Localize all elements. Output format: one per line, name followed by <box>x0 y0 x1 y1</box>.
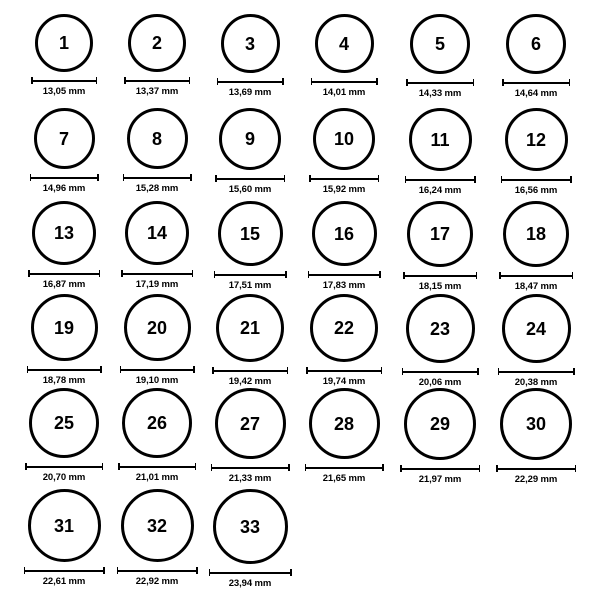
ring-size-number: 31 <box>53 515 75 536</box>
dimension-cap-right <box>100 366 102 373</box>
ring-size-number: 28 <box>333 413 355 434</box>
ring-size-cell <box>112 489 202 587</box>
diameter-label: 19,74 mm <box>322 376 366 387</box>
diameter-label: 18,15 mm <box>418 281 462 292</box>
ring-size-number: 21 <box>239 318 261 338</box>
dimension-line <box>308 274 381 276</box>
diameter-label: 23,94 mm <box>228 578 272 589</box>
ring-size-cell <box>19 201 109 290</box>
dimension-bar <box>306 367 382 374</box>
dimension-line <box>24 570 105 572</box>
ring-circle <box>500 388 572 460</box>
diameter-label: 20,06 mm <box>418 377 462 388</box>
dimension-cap-left <box>25 463 27 470</box>
dimension-bar <box>211 464 290 471</box>
ring-circle <box>122 388 192 458</box>
ring-size-cell <box>299 14 389 98</box>
dimension-bar <box>406 79 474 86</box>
ring-circle <box>506 14 566 74</box>
dimension-cap-right <box>572 272 574 279</box>
dimension-bar <box>501 176 572 183</box>
dimension-cap-left <box>305 464 307 471</box>
dimension-cap-left <box>306 367 308 374</box>
dimension-line <box>405 179 476 181</box>
ring-size-number: 18 <box>525 224 547 244</box>
dimension-cap-right <box>573 368 575 375</box>
ring-size-cell <box>112 108 202 194</box>
dimension-bar <box>27 366 102 373</box>
dimension-cap-left <box>406 79 408 86</box>
ring-size-cell <box>19 14 109 97</box>
diameter-label: 13,05 mm <box>42 86 86 97</box>
ring-size-cell <box>395 388 485 485</box>
ring-circle <box>127 108 188 169</box>
diameter-label: 15,60 mm <box>228 184 272 195</box>
dimension-cap-left <box>214 271 216 278</box>
ring-size-cell <box>491 294 581 388</box>
dimension-cap-right <box>381 367 383 374</box>
dimension-cap-right <box>575 465 577 472</box>
diameter-label: 14,64 mm <box>514 88 558 99</box>
dimension-cap-left <box>121 270 123 277</box>
dimension-line <box>499 275 573 277</box>
diameter-label: 19,10 mm <box>135 375 179 386</box>
ring-size-number: 24 <box>525 318 547 339</box>
dimension-cap-left <box>311 78 313 85</box>
diameter-label: 14,01 mm <box>322 87 366 98</box>
diameter-label: 16,56 mm <box>514 185 558 196</box>
ring-size-cell <box>395 294 485 388</box>
dimension-line <box>214 274 287 276</box>
ring-size-cell <box>491 388 581 485</box>
dimension-bar <box>25 463 103 470</box>
ring-circle <box>35 14 93 72</box>
dimension-cap-right <box>192 270 194 277</box>
dimension-bar <box>31 77 97 84</box>
dimension-cap-left <box>215 175 217 182</box>
dimension-bar <box>212 367 288 374</box>
dimension-cap-left <box>499 272 501 279</box>
dimension-bar <box>217 78 284 85</box>
dimension-cap-right <box>102 463 104 470</box>
dimension-bar <box>123 174 192 181</box>
dimension-bar <box>308 271 381 278</box>
diameter-label: 17,83 mm <box>322 280 366 291</box>
diameter-label: 21,33 mm <box>228 473 272 484</box>
dimension-bar <box>499 272 573 279</box>
dimension-line <box>217 81 284 83</box>
diameter-label: 21,01 mm <box>135 472 179 483</box>
dimension-bar <box>214 271 287 278</box>
dimension-bar <box>305 464 384 471</box>
ring-size-cell <box>299 388 389 484</box>
dimension-cap-right <box>479 465 481 472</box>
ring-circle <box>28 489 101 562</box>
dimension-cap-right <box>473 79 475 86</box>
ring-size-number: 25 <box>53 413 75 433</box>
ring-circle <box>218 201 283 266</box>
dimension-bar <box>496 465 576 472</box>
dimension-line <box>311 81 378 83</box>
dimension-line <box>27 369 102 371</box>
diameter-label: 17,51 mm <box>228 280 272 291</box>
dimension-cap-left <box>117 567 119 574</box>
ring-circle <box>409 108 472 171</box>
dimension-line <box>118 466 196 468</box>
dimension-cap-right <box>290 569 292 576</box>
diameter-label: 14,33 mm <box>418 88 462 99</box>
ring-circle <box>315 14 374 73</box>
ring-circle <box>213 489 288 564</box>
dimension-cap-right <box>376 78 378 85</box>
dimension-bar <box>28 270 100 277</box>
dimension-line <box>406 82 474 84</box>
ring-size-number: 19 <box>53 317 75 338</box>
ring-size-cell <box>299 201 389 291</box>
dimension-cap-left <box>498 368 500 375</box>
diameter-label: 20,38 mm <box>514 377 558 388</box>
dimension-bar <box>30 174 99 181</box>
ring-circle <box>502 294 571 363</box>
dimension-line <box>403 275 477 277</box>
dimension-cap-right <box>379 271 381 278</box>
dimension-bar <box>311 78 378 85</box>
diameter-label: 18,78 mm <box>42 375 86 386</box>
dimension-bar <box>400 465 480 472</box>
dimension-cap-right <box>103 567 105 574</box>
dimension-cap-left <box>24 567 26 574</box>
dimension-line <box>400 468 480 470</box>
ring-circle <box>216 294 284 362</box>
dimension-line <box>501 179 572 181</box>
ring-size-number: 23 <box>429 318 451 339</box>
diameter-label: 13,37 mm <box>135 86 179 97</box>
ring-size-cell <box>395 201 485 292</box>
ring-size-cell <box>491 14 581 99</box>
dimension-cap-left <box>124 77 126 84</box>
ring-size-cell <box>19 108 109 194</box>
ring-size-cell <box>19 388 109 483</box>
dimension-cap-right <box>378 175 380 182</box>
dimension-line <box>25 466 103 468</box>
dimension-cap-right <box>288 464 290 471</box>
dimension-cap-left <box>28 270 30 277</box>
ring-size-number: 1 <box>58 33 69 53</box>
ring-circle <box>29 388 99 458</box>
diameter-label: 14,96 mm <box>42 183 86 194</box>
ring-size-cell <box>395 14 485 99</box>
ring-size-cell <box>205 108 295 195</box>
ring-circle <box>121 489 194 562</box>
ring-size-number: 22 <box>333 318 355 338</box>
diameter-label: 16,87 mm <box>42 279 86 290</box>
ring-size-cell <box>112 201 202 290</box>
ring-size-cell <box>491 201 581 292</box>
ring-circle <box>312 201 377 266</box>
dimension-bar <box>403 272 477 279</box>
dimension-cap-right <box>195 463 197 470</box>
dimension-cap-left <box>501 176 503 183</box>
ring-size-cell <box>112 14 202 97</box>
ring-size-number: 16 <box>333 223 355 244</box>
ring-size-number: 14 <box>146 223 168 243</box>
dimension-cap-left <box>405 176 407 183</box>
dimension-cap-right <box>287 367 289 374</box>
ring-circle <box>31 294 98 361</box>
ring-size-number: 13 <box>53 223 75 243</box>
ring-size-number: 11 <box>430 129 450 150</box>
ring-size-cell <box>205 294 295 387</box>
dimension-line <box>124 80 190 82</box>
ring-size-number: 26 <box>146 413 168 433</box>
ring-circle <box>313 108 375 170</box>
ring-circle <box>407 201 473 267</box>
ring-size-cell <box>205 201 295 291</box>
ring-size-number: 12 <box>525 129 547 150</box>
ring-circle <box>125 201 189 265</box>
dimension-line <box>28 273 100 275</box>
dimension-cap-right <box>477 368 479 375</box>
dimension-cap-left <box>502 79 504 86</box>
diameter-label: 22,29 mm <box>514 474 558 485</box>
dimension-cap-left <box>212 367 214 374</box>
ring-circle <box>404 388 476 460</box>
ring-size-cell <box>205 489 295 589</box>
dimension-bar <box>124 77 190 84</box>
ring-size-number: 27 <box>239 413 261 434</box>
ring-circle <box>215 388 286 459</box>
diameter-label: 16,24 mm <box>418 185 462 196</box>
dimension-cap-left <box>123 174 125 181</box>
ring-size-number: 17 <box>429 224 451 244</box>
dimension-cap-right <box>99 270 101 277</box>
dimension-line <box>309 178 379 180</box>
dimension-bar <box>502 79 570 86</box>
dimension-cap-left <box>120 366 122 373</box>
ring-circle <box>505 108 568 171</box>
ring-size-number: 7 <box>58 128 69 149</box>
ring-size-cell <box>205 388 295 484</box>
dimension-cap-right <box>189 77 191 84</box>
diameter-label: 13,69 mm <box>228 87 272 98</box>
dimension-line <box>123 177 192 179</box>
dimension-bar <box>402 368 479 375</box>
dimension-line <box>498 371 575 373</box>
dimension-cap-left <box>217 78 219 85</box>
dimension-cap-right <box>190 174 192 181</box>
ring-size-number: 32 <box>146 515 168 536</box>
dimension-bar <box>498 368 575 375</box>
dimension-line <box>305 467 384 469</box>
diameter-label: 22,92 mm <box>135 576 179 587</box>
dimension-cap-left <box>309 175 311 182</box>
ring-circle <box>221 14 280 73</box>
ring-circle <box>406 294 475 363</box>
dimension-bar <box>118 463 196 470</box>
dimension-cap-left <box>308 271 310 278</box>
dimension-cap-right <box>96 77 98 84</box>
dimension-cap-left <box>402 368 404 375</box>
dimension-bar <box>209 569 292 576</box>
ring-circle <box>410 14 470 74</box>
dimension-line <box>121 273 193 275</box>
ring-size-number: 2 <box>151 33 162 53</box>
ring-size-number: 6 <box>530 34 541 54</box>
dimension-bar <box>120 366 195 373</box>
ring-size-cell <box>491 108 581 196</box>
dimension-line <box>211 467 290 469</box>
dimension-bar <box>215 175 285 182</box>
diameter-label: 22,61 mm <box>42 576 86 587</box>
ring-circle <box>34 108 95 169</box>
dimension-cap-right <box>97 174 99 181</box>
dimension-cap-right <box>474 176 476 183</box>
ring-size-number: 20 <box>146 317 168 338</box>
ring-circle <box>503 201 569 267</box>
dimension-cap-right <box>282 78 284 85</box>
dimension-cap-left <box>31 77 33 84</box>
dimension-cap-left <box>27 366 29 373</box>
diameter-label: 21,97 mm <box>418 474 462 485</box>
dimension-line <box>120 369 195 371</box>
ring-size-number: 33 <box>239 516 261 537</box>
dimension-cap-right <box>476 272 478 279</box>
dimension-cap-right <box>196 567 198 574</box>
diameter-label: 15,92 mm <box>322 184 366 195</box>
dimension-bar <box>309 175 379 182</box>
dimension-line <box>117 570 198 572</box>
ring-size-number: 29 <box>429 414 451 434</box>
dimension-line <box>31 80 97 82</box>
dimension-line <box>209 572 292 574</box>
ring-size-cell <box>395 108 485 196</box>
ring-size-number: 10 <box>333 129 355 149</box>
ring-circle <box>32 201 96 265</box>
dimension-cap-left <box>403 272 405 279</box>
ring-circle <box>310 294 378 362</box>
dimension-bar <box>121 270 193 277</box>
dimension-cap-right <box>284 175 286 182</box>
diameter-label: 17,19 mm <box>135 279 179 290</box>
dimension-cap-right <box>570 176 572 183</box>
dimension-bar <box>405 176 476 183</box>
ring-size-cell <box>19 489 109 587</box>
dimension-cap-right <box>285 271 287 278</box>
ring-circle <box>124 294 191 361</box>
dimension-line <box>30 177 99 179</box>
diameter-label: 19,42 mm <box>228 376 272 387</box>
ring-circle <box>128 14 186 72</box>
dimension-cap-left <box>400 465 402 472</box>
ring-size-number: 5 <box>434 34 445 54</box>
ring-size-number: 3 <box>244 33 255 54</box>
dimension-line <box>496 468 576 470</box>
ring-size-number: 9 <box>244 129 255 149</box>
ring-size-cell <box>299 108 389 195</box>
dimension-cap-left <box>30 174 32 181</box>
ring-size-cell <box>19 294 109 386</box>
diameter-label: 21,65 mm <box>322 473 366 484</box>
dimension-cap-right <box>382 464 384 471</box>
dimension-line <box>212 370 288 372</box>
ring-circle <box>219 108 281 170</box>
ring-size-cell <box>205 14 295 98</box>
dimension-cap-left <box>496 465 498 472</box>
dimension-cap-left <box>211 464 213 471</box>
ring-size-cell <box>299 294 389 387</box>
ring-size-cell <box>112 294 202 386</box>
ring-size-number: 8 <box>151 128 162 149</box>
dimension-cap-right <box>193 366 195 373</box>
dimension-line <box>215 178 285 180</box>
dimension-cap-left <box>209 569 211 576</box>
diameter-label: 18,47 mm <box>514 281 558 292</box>
dimension-bar <box>24 567 105 574</box>
dimension-cap-right <box>569 79 571 86</box>
ring-size-cell <box>112 388 202 483</box>
ring-size-number: 4 <box>338 33 349 54</box>
dimension-line <box>502 82 570 84</box>
dimension-line <box>402 371 479 373</box>
ring-size-number: 30 <box>525 414 547 434</box>
diameter-label: 20,70 mm <box>42 472 86 483</box>
dimension-bar <box>117 567 198 574</box>
diameter-label: 15,28 mm <box>135 183 179 194</box>
dimension-line <box>306 370 382 372</box>
dimension-cap-left <box>118 463 120 470</box>
ring-size-number: 15 <box>239 223 261 244</box>
ring-circle <box>309 388 380 459</box>
